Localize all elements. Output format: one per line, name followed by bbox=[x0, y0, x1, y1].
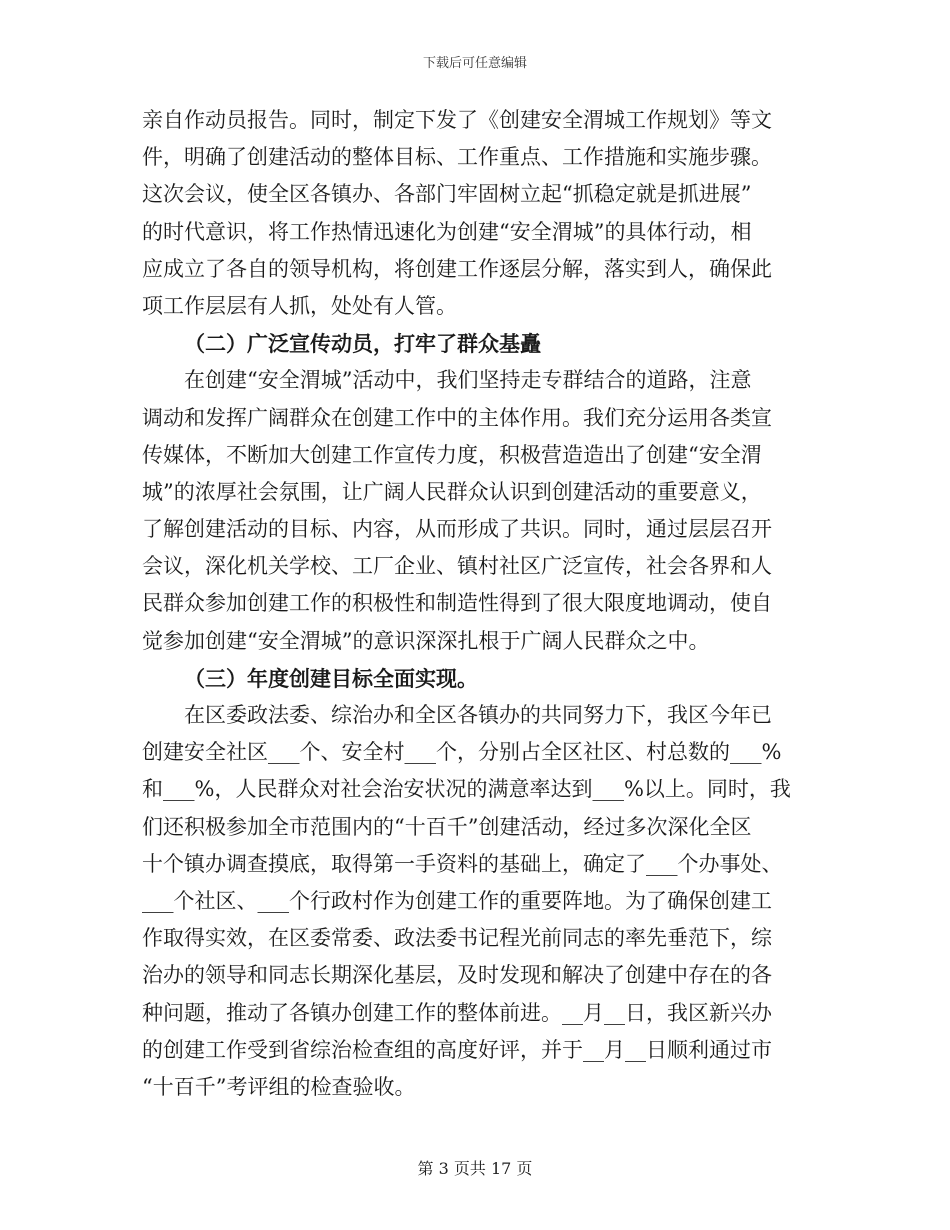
body-line: 调动和发挥广阔群众在创建工作中的主体作用。我们充分运用各类宣 bbox=[142, 405, 772, 430]
body-line: 的创建工作受到省综治检查组的高度好评，并于__月__日顺利通过市 bbox=[142, 1037, 772, 1062]
body-line: 和___%，人民群众对社会治安状况的满意率达到___%以上。同时，我 bbox=[142, 777, 791, 802]
section-heading-2: （二）广泛宣传动员，打牢了群众基矗 bbox=[184, 331, 541, 357]
body-line: 在区委政法委、综治办和全区各镇办的共同努力下，我区今年已 bbox=[184, 703, 772, 727]
body-line: 件，明确了创建活动的整体目标、工作重点、工作措施和实施步骤。 bbox=[142, 145, 772, 170]
page-number: 第 3 页共 17 页 bbox=[417, 1159, 533, 1178]
body-line: 种问题，推动了各镇办创建工作的整体前进。__月__日，我区新兴办 bbox=[142, 1000, 772, 1025]
body-line: 应成立了各自的领导机构，将创建工作逐层分解，落实到人，确保此 bbox=[142, 256, 772, 281]
body-line: ___个社区、___个行政村作为创建工作的重要阵地。为了确保创建工 bbox=[142, 888, 772, 913]
body-line: 觉参加创建“安全渭城”的意识深深扎根于广阔人民群众之中。 bbox=[142, 628, 710, 653]
body-line: “十百千”考评组的检查验收。 bbox=[142, 1074, 416, 1099]
body-line: 了解创建活动的目标、内容，从而形成了共识。同时，通过层层召开 bbox=[142, 517, 772, 542]
body-line: 项工作层层有人抓，处处有人管。 bbox=[142, 293, 457, 318]
body-line: 在创建“安全渭城”活动中，我们坚持走专群结合的道路，注意 bbox=[184, 368, 752, 393]
section-heading-3: （三）年度创建目标全面实现。 bbox=[184, 665, 478, 691]
body-line: 传媒体，不断加大创建工作宣传力度，积极营造造出了创建“安全渭 bbox=[142, 442, 762, 467]
body-line: 十个镇办调查摸底，取得第一手资料的基础上，确定了___个办事处、 bbox=[142, 851, 783, 876]
body-line: 民群众参加创建工作的积极性和制造性得到了很大限度地调动，使自 bbox=[142, 591, 772, 616]
body-line: 城”的浓厚社会氛围，让广阔人民群众认识到创建活动的重要意义， bbox=[142, 479, 762, 504]
document-body bbox=[142, 102, 808, 1106]
body-line: 们还积极参加全市范围内的“十百千”创建活动，经过多次深化全区 bbox=[142, 814, 752, 839]
body-line: 创建安全社区___个、安全村___个，分别占全区社区、村总数的___% bbox=[142, 740, 782, 765]
body-line: 会议，深化机关学校、工厂企业、镇村社区广泛宣传，社会各界和人 bbox=[142, 554, 772, 579]
body-line: 的时代意识，将工作热情迅速化为创建“安全渭城”的具体行动，相 bbox=[142, 219, 752, 244]
body-line: 亲自作动员报告。同时，制定下发了《创建安全渭城工作规划》等文 bbox=[142, 108, 772, 132]
body-line: 作取得实效，在区委常委、政法委书记程光前同志的率先垂范下，综 bbox=[142, 926, 772, 951]
body-line: 治办的领导和同志长期深化基层，及时发现和解决了创建中存在的各 bbox=[142, 963, 772, 988]
body-line: 这次会议，使全区各镇办、各部门牢固树立起“抓稳定就是抓进展” bbox=[142, 182, 752, 207]
header-note: 下载后可任意编辑 bbox=[422, 56, 527, 71]
